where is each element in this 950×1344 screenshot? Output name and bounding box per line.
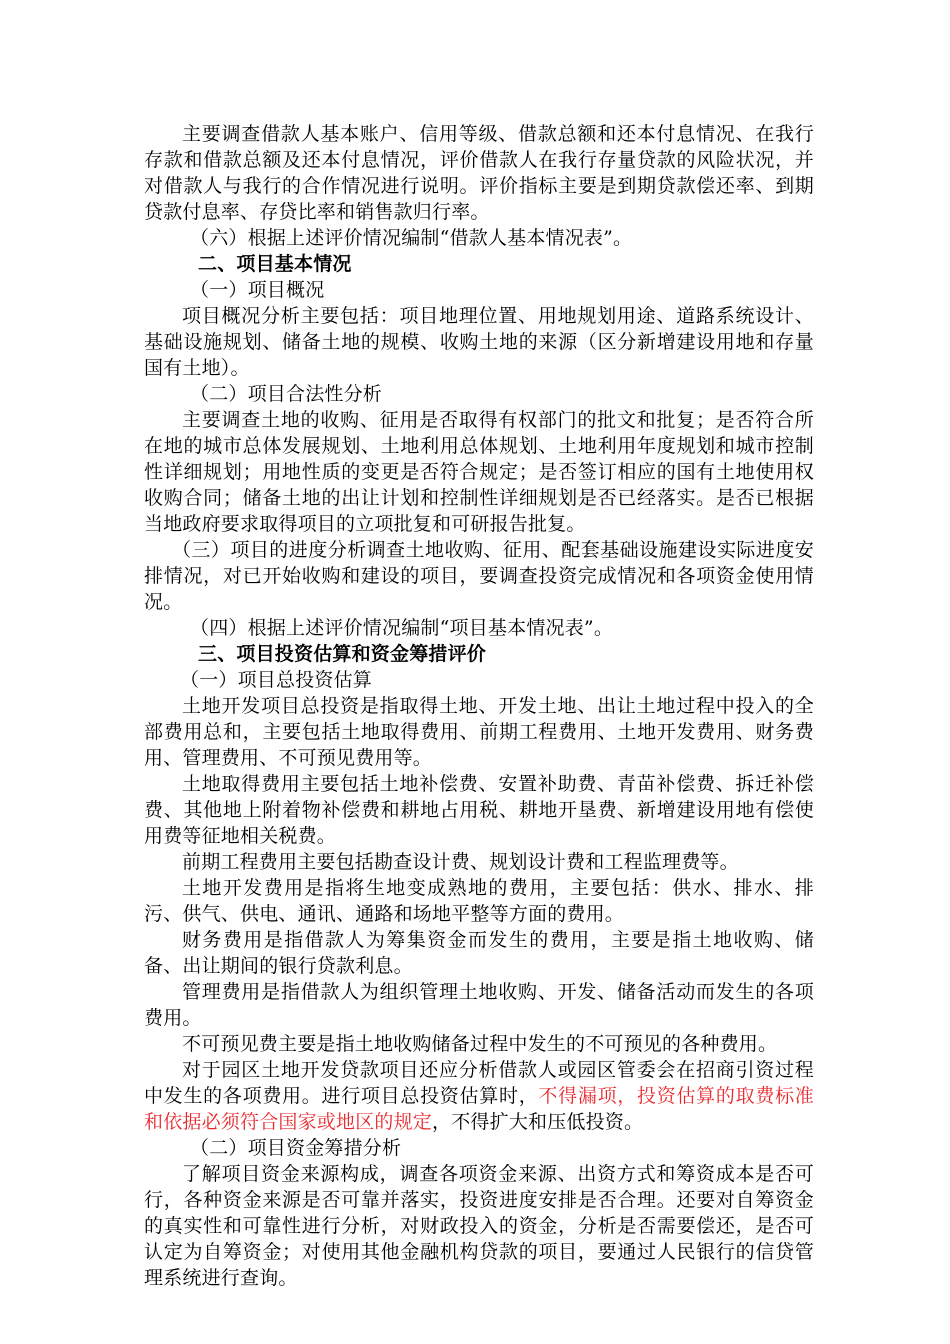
paragraph-project-overview: 项目概况分析主要包括：项目地理位置、用地规划用途、道路系统设计、基础设施规划、储备土地的规模、收购土地的来源（区分新增建设用地和存量国有土地）。 xyxy=(144,305,814,379)
paragraph-preliminary-cost: 前期工程费用主要包括勘查设计费、规划设计费和工程监理费等。 xyxy=(182,851,739,873)
subsection-3-2-title: （二）项目资金筹措分析 xyxy=(190,1137,402,1159)
paragraph-funding-analysis: 了解项目资金来源构成，调查各项资金来源、出资方式和筹资成本是否可行，各种资金来源是否可靠并落实，投资进度安排是否合理。还要对自筹资金的真实性和可靠性进行分析，对财政投入的资金，分析是否需要偿还，是否可认定为自筹资金；对使用其他金融机构贷款的项目，要通过人民银行的信贷管理系统进行查询。 xyxy=(144,1163,814,1289)
subsection-6-borrower-table: （六）根据上述评价情况编制“借款人基本情况表”。 xyxy=(190,227,633,249)
paragraph-total-investment: 土地开发项目总投资是指取得土地、开发土地、出让土地过程中投入的全部费用总和，主要包括土地取得费用、前期工程费用、土地开发费用、财务费用、管理费用、不可预见费用等。 xyxy=(144,695,814,769)
paragraph-contingency-cost: 不可预见费主要是指土地收购储备过程中发生的不可预见的各种费用。 xyxy=(182,1033,778,1055)
highlighted-requirement: 不得漏项，投资估算的取费标准和依据必须符合国家或地区的规定 xyxy=(144,1085,814,1133)
paragraph-land-acquisition-cost: 土地取得费用主要包括土地补偿费、安置补助费、青苗补偿费、拆迁补偿费、其他地上附着物补偿费和耕地占用税、耕地开垦费、新增建设用地有偿使用费等征地相关税费。 xyxy=(144,773,814,847)
paragraph-park-text-b: ，不得扩大和压低投资。 xyxy=(432,1111,644,1133)
subsection-2-1-title: （一）项目概况 xyxy=(190,279,325,301)
section-heading-3: 三、项目投资估算和资金筹措评价 xyxy=(198,643,487,665)
paragraph-park-development xyxy=(144,1057,814,1135)
paragraph-land-development-cost: 土地开发费用是指将生地变成熟地的费用，主要包括：供水、排水、排污、供气、供电、通讯、通路和场地平整等方面的费用。 xyxy=(144,877,814,925)
subsection-4-project-table: （四）根据上述评价情况编制“项目基本情况表”。 xyxy=(190,617,614,639)
paragraph-borrower-investigation: 主要调查借款人基本账户、信用等级、借款总额和还本付息情况、在我行存款和借款总额及还本付息情况，评价借款人在我行存量贷款的风险状况，并对借款人与我行的合作情况进行说明。评价指标主要是到期贷款偿还率、到期贷款付息率、存贷比率和销售款归行率。 xyxy=(144,123,814,223)
section-heading-2: 二、项目基本情况 xyxy=(198,253,352,275)
paragraph-legality-analysis: 主要调查土地的收购、征用是否取得有权部门的批文和批复；是否符合所在地的城市总体发展规划、土地利用总体规划、土地利用年度规划和城市控制性详细规划；用地性质的变更是否符合规定；是否签订相应的国有土地使用权收购合同；储备土地的出让计划和控制性详细规划是否已经落实。是否已根据当地政府要求取得项目的立项批复和可研报告批复。 xyxy=(144,409,814,535)
subsection-3-1-title: （一）项目总投资估算 xyxy=(180,669,373,691)
document-body xyxy=(144,121,814,1291)
paragraph-financial-cost: 财务费用是指借款人为筹集资金而发生的费用，主要是指土地收购、储备、出让期间的银行贷款利息。 xyxy=(144,929,814,977)
paragraph-park-text-a: 对于园区土地开发贷款项目还应分析借款人或园区管委会在招商引资过程中发生的各项费用。进行项目总投资估算时， xyxy=(144,1059,814,1107)
subsection-2-2-title: （二）项目合法性分析 xyxy=(190,383,383,405)
paragraph-progress-analysis: （三）项目的进度分析调查土地收购、征用、配套基础设施建设实际进度安排情况，对已开始收购和建设的项目，要调查投资完成情况和各项资金使用情况。 xyxy=(144,539,814,613)
paragraph-management-cost: 管理费用是指借款人为组织管理土地收购、开发、储备活动而发生的各项费用。 xyxy=(144,981,814,1029)
